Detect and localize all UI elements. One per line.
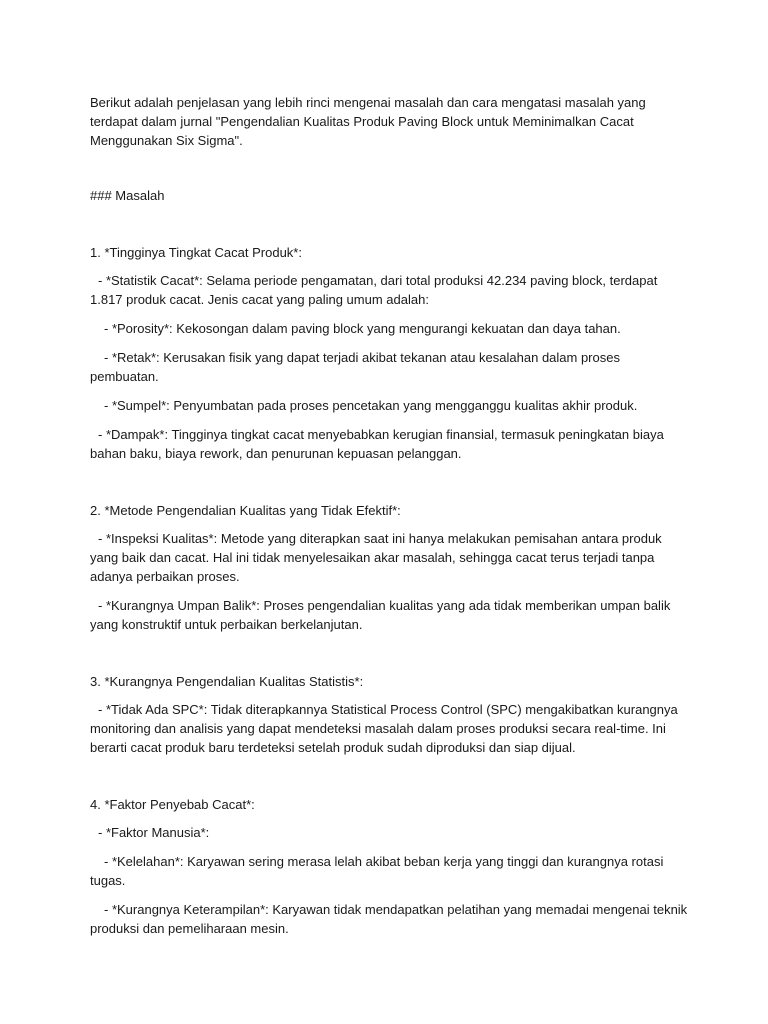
list-item: - *Faktor Manusia*: (98, 825, 210, 840)
document-page (90, 93, 690, 976)
list-item: - *Porosity*: Kekosongan dalam paving block yang mengurangi kekuatan dan daya tahan. (104, 321, 621, 336)
problem-section-2 (90, 501, 690, 634)
list-item: - *Dampak*: Tingginya tingkat cacat menyebabkan kerugian finansial, termasuk peningkatan biaya bahan baku, biaya rework, dan penurunan kepuasan pelanggan. (90, 427, 668, 461)
list-item: - *Sumpel*: Penyumbatan pada proses pencetakan yang mengganggu kualitas akhir produk. (104, 398, 638, 413)
list-item: - *Kurangnya Keterampilan*: Karyawan tidak mendapatkan pelatihan yang memadai mengenai teknik produksi dan pemeliharaan mesin. (90, 902, 691, 936)
section-title: 2. *Metode Pengendalian Kualitas yang Tidak Efektif*: (90, 503, 401, 518)
list-item: - *Inspeksi Kualitas*: Metode yang diterapkan saat ini hanya melakukan pemisahan antara produk yang baik dan cacat. Hal ini tidak menyelesaikan akar masalah, sehingga cacat terus terjadi tanpa adanya perbaikan proses. (90, 531, 666, 584)
problem-section-3 (90, 672, 690, 757)
list-item: - *Kelelahan*: Karyawan sering merasa lelah akibat beban kerja yang tinggi dan kurangnya rotasi tugas. (90, 854, 667, 888)
list-item: - *Retak*: Kerusakan fisik yang dapat terjadi akibat tekanan atau kesalahan dalam proses pembuatan. (90, 350, 624, 384)
problem-section-4 (90, 795, 690, 938)
section-title: 4. *Faktor Penyebab Cacat*: (90, 797, 255, 812)
section-title: 1. *Tingginya Tingkat Cacat Produk*: (90, 245, 302, 260)
section-title: 3. *Kurangnya Pengendalian Kualitas Statistis*: (90, 674, 364, 689)
list-item: - *Kurangnya Umpan Balik*: Proses pengendalian kualitas yang ada tidak memberikan umpan balik yang konstruktif untuk perbaikan berkelanjutan. (90, 598, 674, 632)
list-item: - *Tidak Ada SPC*: Tidak diterapkannya Statistical Process Control (SPC) mengakibatkan kurangnya monitoring dan analisis yang dapat mendeteksi masalah dalam proses produksi secara real-time. Ini berarti cacat produk baru terdeteksi setelah produk sudah diproduksi dan siap dijual. (90, 702, 682, 755)
intro-paragraph: Berikut adalah penjelasan yang lebih rinci mengenai masalah dan cara mengatasi masalah yang terdapat dalam jurnal "Pengendalian Kualitas Produk Paving Block untuk Meminimalkan Cacat Menggunakan Six Sigma". (90, 95, 650, 148)
list-item: - *Statistik Cacat*: Selama periode pengamatan, dari total produksi 42.234 paving block, terdapat 1.817 produk cacat. Jenis cacat yang paling umum adalah: (90, 273, 661, 307)
problem-section-1 (90, 243, 690, 463)
section-heading: ### Masalah (90, 188, 165, 203)
